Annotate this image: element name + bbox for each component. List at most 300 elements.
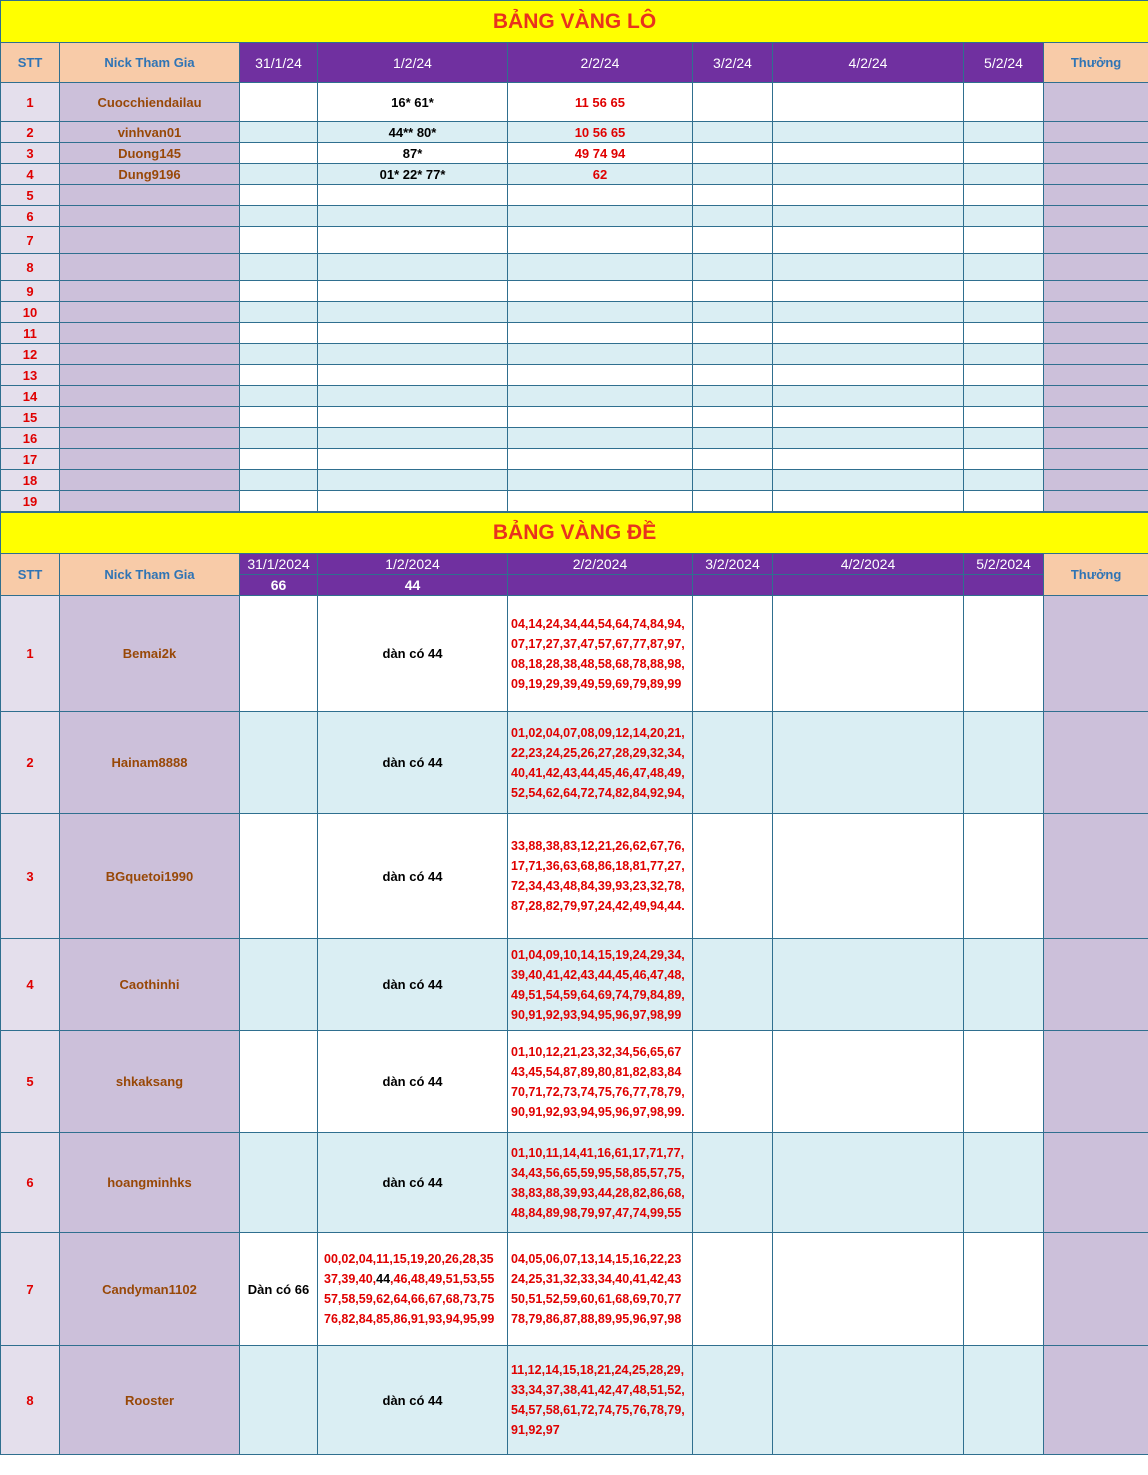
lo-row-thuong (1044, 470, 1148, 491)
num-text: 37,39,40, (324, 1272, 377, 1286)
lo-row-date-6 (964, 470, 1044, 491)
lo-row-date-4 (693, 323, 773, 344)
lo-table-row (1, 344, 1148, 365)
num-line: 04,14,24,34,44,54,64,74,84,94, (511, 616, 685, 631)
num-line: 38,83,88,39,93,44,28,82,86,68, (511, 1185, 685, 1200)
de-row-thuong (1044, 1346, 1148, 1455)
de-result-4 (693, 575, 773, 596)
lo-row-thuong (1044, 407, 1148, 428)
num-line: 01,04,09,10,14,15,19,24,29,34, (511, 947, 685, 962)
lo-row-date-6 (964, 206, 1044, 227)
lo-row-date-1 (240, 281, 318, 302)
lo-row-date-3: 49 74 94 (508, 143, 693, 164)
de-row-date-1 (240, 712, 318, 814)
lo-row-date-4 (693, 185, 773, 206)
de-row-date-2: dàn có 44 (318, 1031, 508, 1133)
de-title: BẢNG VÀNG ĐỀ (1, 513, 1148, 554)
de-row-date-6 (964, 814, 1044, 939)
lo-row-stt: 15 (1, 407, 60, 428)
lo-row-date-3 (508, 185, 693, 206)
lo-row-date-5 (773, 470, 964, 491)
lo-row-date-1 (240, 365, 318, 386)
lo-row-nick (60, 281, 240, 302)
de-row-date-4 (693, 1346, 773, 1455)
lo-row-date-5 (773, 164, 964, 185)
lo-row-thuong (1044, 281, 1148, 302)
num-line: 76,82,84,85,86,91,93,94,95,99 (324, 1312, 495, 1326)
lo-header-date-3: 2/2/24 (508, 43, 693, 83)
lo-row-thuong (1044, 428, 1148, 449)
de-row-date-2: dàn có 44 (318, 814, 508, 939)
de-row-date-6 (964, 712, 1044, 814)
lo-header-nick: Nick Tham Gia (60, 43, 240, 83)
lo-row-date-2: 01* 22* 77* (318, 164, 508, 185)
lo-row-date-4 (693, 227, 773, 254)
lo-row-date-4 (693, 344, 773, 365)
lo-row-nick (60, 302, 240, 323)
lo-row-date-4 (693, 254, 773, 281)
de-row-date-5 (773, 939, 964, 1031)
de-row-date-6 (964, 1233, 1044, 1346)
lo-row-nick (60, 254, 240, 281)
lo-row-date-2 (318, 206, 508, 227)
lo-row-date-6 (964, 302, 1044, 323)
de-result-6 (964, 575, 1044, 596)
lo-row-nick: Duong145 (60, 143, 240, 164)
lo-row-date-4 (693, 470, 773, 491)
de-row-thuong (1044, 1133, 1148, 1233)
de-row-thuong (1044, 1233, 1148, 1346)
de-row-nick: Caothinhi (60, 939, 240, 1031)
de-row-nick: Bemai2k (60, 596, 240, 712)
lo-row-date-2 (318, 491, 508, 512)
lo-row-stt: 16 (1, 428, 60, 449)
de-table-row (1, 939, 1148, 1031)
lo-row-date-6 (964, 491, 1044, 512)
lo-row-date-3 (508, 302, 693, 323)
lo-table-row (1, 428, 1148, 449)
lo-row-date-1 (240, 407, 318, 428)
lo-header-date-5: 4/2/24 (773, 43, 964, 83)
num-line: 04,05,06,07,13,14,15,16,22,23 (511, 1252, 682, 1266)
lo-row-date-1 (240, 344, 318, 365)
lo-row-stt: 9 (1, 281, 60, 302)
de-row-date-3-list (508, 1133, 693, 1233)
de-row-thuong (1044, 814, 1148, 939)
lo-row-date-6 (964, 323, 1044, 344)
num-line: 70,71,72,73,74,75,76,77,78,79, (511, 1084, 685, 1099)
lo-row-date-5 (773, 122, 964, 143)
de-table-row (1, 1346, 1148, 1455)
de-row-date-1 (240, 596, 318, 712)
lo-row-date-3 (508, 323, 693, 344)
lo-row-thuong (1044, 122, 1148, 143)
num-line: 22,23,24,25,26,27,28,29,32,34, (511, 745, 685, 760)
lo-row-date-1 (240, 122, 318, 143)
lo-row-date-2 (318, 227, 508, 254)
de-row-nick: BGquetoi1990 (60, 814, 240, 939)
de-row-date-2: dàn có 44 (318, 1346, 508, 1455)
num-line: 87,28,82,79,97,24,42,49,94,44. (511, 899, 685, 913)
de-row-nick: Hainam8888 (60, 712, 240, 814)
lo-row-date-4 (693, 281, 773, 302)
lo-row-date-2 (318, 428, 508, 449)
lo-row-date-4 (693, 83, 773, 122)
de-table-row (1, 596, 1148, 712)
lo-row-date-1 (240, 302, 318, 323)
de-row-date-6 (964, 1133, 1044, 1233)
num-line: 39,40,41,42,43,44,45,46,47,48, (511, 967, 685, 982)
lo-table-row (1, 227, 1148, 254)
de-row-date-5 (773, 1133, 964, 1233)
lo-row-nick (60, 491, 240, 512)
lo-row-stt: 12 (1, 344, 60, 365)
de-row-date-3-list (508, 1031, 693, 1133)
lo-row-date-5 (773, 143, 964, 164)
lo-row-stt: 4 (1, 164, 60, 185)
lo-table-row (1, 185, 1148, 206)
lo-row-nick (60, 344, 240, 365)
num-highlight: 44 (376, 1272, 391, 1286)
lo-row-date-1 (240, 83, 318, 122)
lo-row-thuong (1044, 254, 1148, 281)
lo-header-date-6: 5/2/24 (964, 43, 1044, 83)
lo-row-date-5 (773, 449, 964, 470)
lo-row-date-2: 87* (318, 143, 508, 164)
de-header-nick: Nick Tham Gia (60, 554, 240, 596)
lo-table-row (1, 323, 1148, 344)
de-row-date-1 (240, 1031, 318, 1133)
lo-header-thuong: Thưởng (1044, 43, 1148, 83)
lo-row-date-2 (318, 365, 508, 386)
lo-table-row (1, 254, 1148, 281)
de-row-date-3-list (508, 814, 693, 939)
de-row-date-5 (773, 1233, 964, 1346)
lo-row-date-6 (964, 428, 1044, 449)
lo-row-date-5 (773, 491, 964, 512)
de-result-1: 66 (240, 575, 318, 596)
de-table-row (1, 1031, 1148, 1133)
lo-row-date-1 (240, 470, 318, 491)
lo-row-date-4 (693, 122, 773, 143)
de-row-stt: 8 (1, 1346, 60, 1455)
lo-table-row (1, 470, 1148, 491)
lo-row-date-3 (508, 365, 693, 386)
num-line: 07,17,27,37,47,57,67,77,87,97, (511, 636, 685, 651)
num-line: 54,57,58,61,72,74,75,76,78,79, (511, 1403, 685, 1417)
lo-row-date-6 (964, 122, 1044, 143)
lo-row-date-1 (240, 386, 318, 407)
lo-row-date-3 (508, 407, 693, 428)
num-line: 78,79,86,87,88,89,95,96,97,98 (511, 1312, 682, 1326)
lo-row-date-2 (318, 449, 508, 470)
lo-table (0, 0, 1148, 512)
lo-table-row (1, 206, 1148, 227)
lo-row-stt: 1 (1, 83, 60, 122)
de-row-date-3-list (508, 939, 693, 1031)
lo-row-stt: 6 (1, 206, 60, 227)
lo-row-date-5 (773, 83, 964, 122)
de-row-thuong (1044, 712, 1148, 814)
lo-row-date-5 (773, 185, 964, 206)
lo-row-thuong (1044, 344, 1148, 365)
de-row-stt: 1 (1, 596, 60, 712)
num-line: 11,12,14,15,18,21,24,25,28,29, (511, 1363, 685, 1377)
de-row-nick: Rooster (60, 1346, 240, 1455)
lo-row-date-6 (964, 185, 1044, 206)
lo-table-row (1, 164, 1148, 185)
lo-table-row (1, 143, 1148, 164)
lo-row-date-1 (240, 185, 318, 206)
lo-row-date-5 (773, 254, 964, 281)
lo-row-date-1 (240, 323, 318, 344)
lo-row-date-6 (964, 386, 1044, 407)
lo-row-nick (60, 206, 240, 227)
num-line: 72,34,43,48,84,39,93,23,32,78, (511, 879, 685, 893)
lo-header-date-2: 1/2/24 (318, 43, 508, 83)
de-row-thuong (1044, 596, 1148, 712)
lo-row-date-3: 62 (508, 164, 693, 185)
lo-header-stt: STT (1, 43, 60, 83)
lo-row-date-5 (773, 407, 964, 428)
lo-row-date-4 (693, 143, 773, 164)
lo-row-date-6 (964, 344, 1044, 365)
lo-row-thuong (1044, 83, 1148, 122)
lo-title: BẢNG VÀNG LÔ (1, 1, 1148, 43)
de-row-date-2: dàn có 44 (318, 712, 508, 814)
de-row-date-4 (693, 939, 773, 1031)
num-line: 90,91,92,93,94,95,96,97,98,99. (511, 1104, 685, 1119)
lo-row-date-4 (693, 365, 773, 386)
num-line: 01,02,04,07,08,09,12,14,20,21, (511, 725, 685, 740)
lo-row-date-3: 11 56 65 (508, 83, 693, 122)
num-line: 08,18,28,38,48,58,68,78,88,98, (511, 656, 685, 671)
lo-row-date-1 (240, 164, 318, 185)
de-header-date-5: 4/2/2024 (773, 554, 964, 575)
lo-row-thuong (1044, 365, 1148, 386)
de-header-date-3: 2/2/2024 (508, 554, 693, 575)
lo-row-stt: 2 (1, 122, 60, 143)
de-table (0, 512, 1148, 1455)
lo-table-row (1, 407, 1148, 428)
de-row-thuong (1044, 1031, 1148, 1133)
lo-row-date-1 (240, 449, 318, 470)
de-row-date-2-list (318, 1233, 508, 1346)
de-row-date-1 (240, 939, 318, 1031)
de-row-date-2: dàn có 44 (318, 1133, 508, 1233)
de-row-stt: 2 (1, 712, 60, 814)
de-row-nick: shkaksang (60, 1031, 240, 1133)
lo-table-row (1, 491, 1148, 512)
lo-row-date-6 (964, 83, 1044, 122)
lo-row-date-6 (964, 143, 1044, 164)
lo-row-nick (60, 407, 240, 428)
de-result-5 (773, 575, 964, 596)
lo-row-date-5 (773, 206, 964, 227)
lo-row-date-1 (240, 143, 318, 164)
num-line: 33,34,37,38,41,42,47,48,51,52, (511, 1383, 685, 1397)
de-row-nick: Candyman1102 (60, 1233, 240, 1346)
lo-table-row (1, 122, 1148, 143)
num-line: 17,71,36,63,68,86,18,81,77,27, (511, 859, 685, 873)
num-line: 49,51,54,59,64,69,74,79,84,89, (511, 987, 685, 1002)
lo-row-date-5 (773, 227, 964, 254)
lo-row-date-1 (240, 254, 318, 281)
lo-row-date-2 (318, 386, 508, 407)
lo-header-date-1: 31/1/24 (240, 43, 318, 83)
lo-row-thuong (1044, 302, 1148, 323)
num-line (324, 1269, 507, 1289)
lo-row-date-6 (964, 227, 1044, 254)
de-row-date-3-list (508, 1233, 693, 1346)
de-row-date-4 (693, 712, 773, 814)
num-line: 01,10,11,14,41,16,61,17,71,77, (511, 1145, 685, 1160)
lo-table-row (1, 281, 1148, 302)
lo-row-date-6 (964, 254, 1044, 281)
lo-row-thuong (1044, 143, 1148, 164)
lo-row-date-6 (964, 281, 1044, 302)
lo-row-date-2 (318, 302, 508, 323)
de-row-date-5 (773, 814, 964, 939)
lo-row-nick (60, 449, 240, 470)
lo-row-date-4 (693, 206, 773, 227)
lo-row-date-1 (240, 428, 318, 449)
lo-row-stt: 7 (1, 227, 60, 254)
lo-row-date-3 (508, 428, 693, 449)
lo-header-date-4: 3/2/24 (693, 43, 773, 83)
de-row-date-6 (964, 939, 1044, 1031)
lo-row-stt: 8 (1, 254, 60, 281)
lo-row-nick (60, 227, 240, 254)
lo-row-date-3 (508, 254, 693, 281)
de-row-stt: 5 (1, 1031, 60, 1133)
lo-row-date-5 (773, 323, 964, 344)
de-table-row (1, 1133, 1148, 1233)
lo-row-nick (60, 323, 240, 344)
num-line: 57,58,59,62,64,66,67,68,73,75 (324, 1292, 495, 1306)
de-row-date-5 (773, 712, 964, 814)
de-row-stt: 4 (1, 939, 60, 1031)
de-row-date-6 (964, 1346, 1044, 1455)
lo-table-row (1, 365, 1148, 386)
de-row-date-5 (773, 1346, 964, 1455)
lo-row-date-6 (964, 365, 1044, 386)
num-line: 90,91,92,93,94,95,96,97,98,99 (511, 1007, 682, 1022)
de-row-date-1: Dàn có 66 (240, 1233, 318, 1346)
de-row-stt: 7 (1, 1233, 60, 1346)
de-row-date-4 (693, 1233, 773, 1346)
lo-row-nick (60, 470, 240, 491)
de-result-2: 44 (318, 575, 508, 596)
de-row-date-3-list (508, 596, 693, 712)
lo-row-thuong (1044, 323, 1148, 344)
lo-row-date-4 (693, 164, 773, 185)
lo-row-thuong (1044, 449, 1148, 470)
lo-row-thuong (1044, 386, 1148, 407)
lo-row-date-2 (318, 281, 508, 302)
de-row-date-2: dàn có 44 (318, 596, 508, 712)
num-line: 24,25,31,32,33,34,40,41,42,43 (511, 1272, 682, 1286)
lo-row-date-3 (508, 470, 693, 491)
lo-row-stt: 19 (1, 491, 60, 512)
lo-row-date-3 (508, 386, 693, 407)
lo-row-date-2 (318, 470, 508, 491)
lo-row-date-5 (773, 428, 964, 449)
lo-row-stt: 11 (1, 323, 60, 344)
num-line: 34,43,56,65,59,95,58,85,57,75, (511, 1165, 685, 1180)
de-row-date-1 (240, 814, 318, 939)
de-row-date-1 (240, 1133, 318, 1233)
num-line: 09,19,29,39,49,59,69,79,89,99 (511, 676, 682, 691)
lo-row-date-2 (318, 185, 508, 206)
de-row-date-4 (693, 1133, 773, 1233)
num-text: ,46,48,49,51,53,55 (390, 1272, 495, 1286)
lo-table-row (1, 386, 1148, 407)
lo-row-date-5 (773, 281, 964, 302)
lo-row-date-2: 16* 61* (318, 83, 508, 122)
lo-row-nick (60, 386, 240, 407)
lo-row-date-4 (693, 491, 773, 512)
lo-row-date-3 (508, 206, 693, 227)
de-row-date-6 (964, 596, 1044, 712)
num-line: 01,10,12,21,23,32,34,56,65,67 (511, 1044, 682, 1059)
de-row-stt: 3 (1, 814, 60, 939)
num-line: 00,02,04,11,15,19,20,26,28,35 (324, 1252, 494, 1266)
num-line: 33,88,38,83,12,21,26,62,67,76, (511, 839, 685, 853)
lo-row-date-2: 44** 80* (318, 122, 508, 143)
de-header-thuong: Thưởng (1044, 554, 1148, 596)
lo-row-stt: 18 (1, 470, 60, 491)
lo-row-nick (60, 428, 240, 449)
num-line: 52,54,62,64,72,74,82,84,92,94, (511, 785, 685, 800)
lo-row-date-1 (240, 491, 318, 512)
lo-row-date-3 (508, 491, 693, 512)
lo-row-date-2 (318, 344, 508, 365)
lo-row-nick (60, 185, 240, 206)
de-row-date-5 (773, 596, 964, 712)
lo-row-date-6 (964, 164, 1044, 185)
de-row-date-4 (693, 596, 773, 712)
lo-row-nick: Dung9196 (60, 164, 240, 185)
lo-row-stt: 17 (1, 449, 60, 470)
lo-row-date-3 (508, 344, 693, 365)
num-line: 50,51,52,59,60,61,68,69,70,77 (511, 1292, 682, 1306)
num-line: 40,41,42,43,44,45,46,47,48,49, (511, 765, 685, 780)
num-line: 91,92,97 (511, 1423, 560, 1437)
de-row-stt: 6 (1, 1133, 60, 1233)
de-row-date-4 (693, 814, 773, 939)
de-row-thuong (1044, 939, 1148, 1031)
lo-row-stt: 10 (1, 302, 60, 323)
lo-table-row (1, 83, 1148, 122)
lo-row-date-4 (693, 386, 773, 407)
lo-row-thuong (1044, 206, 1148, 227)
lo-row-nick (60, 365, 240, 386)
de-header-date-4: 3/2/2024 (693, 554, 773, 575)
lo-table-row (1, 449, 1148, 470)
de-row-date-6 (964, 1031, 1044, 1133)
de-row-nick: hoangminhks (60, 1133, 240, 1233)
lo-row-date-2 (318, 407, 508, 428)
lo-row-nick: Cuocchiendailau (60, 83, 240, 122)
num-line: 43,45,54,87,89,80,81,82,83,84 (511, 1064, 682, 1079)
lo-row-date-1 (240, 206, 318, 227)
de-row-date-5 (773, 1031, 964, 1133)
de-row-date-3-list (508, 712, 693, 814)
de-header-date-2: 1/2/2024 (318, 554, 508, 575)
lo-row-thuong (1044, 227, 1148, 254)
lo-row-thuong (1044, 185, 1148, 206)
